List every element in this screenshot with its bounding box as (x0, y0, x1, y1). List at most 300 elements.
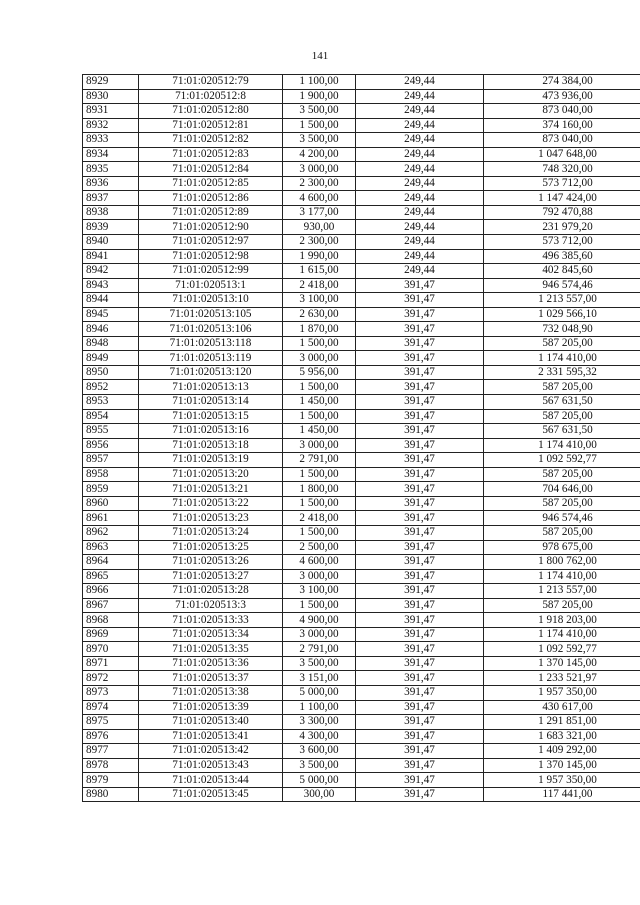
cadastral-number-cell: 71:01:020513:41 (139, 729, 283, 744)
cadastral-value-cell: 573 712,00 (484, 176, 640, 191)
table-row (83, 511, 640, 526)
specific-value-cell: 391,47 (356, 729, 484, 744)
cadastral-number-cell: 71:01:020513:106 (139, 322, 283, 337)
specific-value-cell: 391,47 (356, 744, 484, 759)
specific-value-cell: 391,47 (356, 555, 484, 570)
specific-value-cell: 391,47 (356, 584, 484, 599)
area-cell: 1 450,00 (283, 424, 356, 439)
cadastral-value-cell: 1 092 592,77 (484, 642, 640, 657)
area-cell: 1 615,00 (283, 264, 356, 279)
cadastral-number-cell: 71:01:020512:81 (139, 118, 283, 133)
cadastral-value-cell: 1 800 762,00 (484, 555, 640, 570)
table-row (83, 365, 640, 380)
cadastral-value-cell: 1 174 410,00 (484, 351, 640, 366)
specific-value-cell: 391,47 (356, 642, 484, 657)
table-row (83, 75, 640, 90)
specific-value-cell: 391,47 (356, 380, 484, 395)
specific-value-cell: 391,47 (356, 627, 484, 642)
cadastral-value-cell: 402 845,60 (484, 264, 640, 279)
table-row (83, 409, 640, 424)
cadastral-number-cell: 71:01:020513:118 (139, 336, 283, 351)
cadastral-number-cell: 71:01:020512:85 (139, 176, 283, 191)
row-number-cell: 8956 (83, 438, 139, 453)
specific-value-cell: 391,47 (356, 467, 484, 482)
row-number-cell: 8967 (83, 598, 139, 613)
cadastral-value-cell: 573 712,00 (484, 235, 640, 250)
specific-value-cell: 391,47 (356, 496, 484, 511)
area-cell: 3 000,00 (283, 627, 356, 642)
area-cell: 4 300,00 (283, 729, 356, 744)
cadastral-value-cell: 430 617,00 (484, 700, 640, 715)
cadastral-value-cell: 873 040,00 (484, 104, 640, 119)
table-row (83, 264, 640, 279)
cadastral-number-cell: 71:01:020513:43 (139, 758, 283, 773)
cadastral-number-cell: 71:01:020513:119 (139, 351, 283, 366)
specific-value-cell: 391,47 (356, 540, 484, 555)
cadastral-number-cell: 71:01:020513:45 (139, 787, 283, 802)
cadastral-value-cell: 117 441,00 (484, 787, 640, 802)
table-row (83, 176, 640, 191)
area-cell: 4 600,00 (283, 191, 356, 206)
cadastral-number-cell: 71:01:020512:97 (139, 235, 283, 250)
table-row (83, 235, 640, 250)
table-row (83, 744, 640, 759)
row-number-cell: 8966 (83, 584, 139, 599)
table-row (83, 395, 640, 410)
table-row (83, 336, 640, 351)
specific-value-cell: 249,44 (356, 118, 484, 133)
area-cell: 300,00 (283, 787, 356, 802)
specific-value-cell: 391,47 (356, 685, 484, 700)
area-cell: 3 500,00 (283, 758, 356, 773)
cadastral-value-cell: 1 370 145,00 (484, 656, 640, 671)
cadastral-number-cell: 71:01:020513:18 (139, 438, 283, 453)
table-row (83, 351, 640, 366)
cadastral-number-cell: 71:01:020513:3 (139, 598, 283, 613)
area-cell: 3 300,00 (283, 715, 356, 730)
specific-value-cell: 391,47 (356, 569, 484, 584)
row-number-cell: 8938 (83, 205, 139, 220)
cadastral-number-cell: 71:01:020513:25 (139, 540, 283, 555)
cadastral-value-table (82, 74, 640, 802)
row-number-cell: 8979 (83, 773, 139, 788)
row-number-cell: 8961 (83, 511, 139, 526)
specific-value-cell: 249,44 (356, 147, 484, 162)
row-number-cell: 8950 (83, 365, 139, 380)
row-number-cell: 8939 (83, 220, 139, 235)
cadastral-number-cell: 71:01:020513:16 (139, 424, 283, 439)
table-row (83, 118, 640, 133)
cadastral-number-cell: 71:01:020512:84 (139, 162, 283, 177)
area-cell: 4 200,00 (283, 147, 356, 162)
area-cell: 3 500,00 (283, 133, 356, 148)
cadastral-number-cell: 71:01:020512:89 (139, 205, 283, 220)
table-row (83, 758, 640, 773)
table-row (83, 205, 640, 220)
cadastral-value-cell: 1 213 557,00 (484, 293, 640, 308)
cadastral-number-cell: 71:01:020512:83 (139, 147, 283, 162)
specific-value-cell: 249,44 (356, 235, 484, 250)
area-cell: 3 177,00 (283, 205, 356, 220)
table-row (83, 627, 640, 642)
area-cell: 1 870,00 (283, 322, 356, 337)
specific-value-cell: 391,47 (356, 278, 484, 293)
specific-value-cell: 391,47 (356, 613, 484, 628)
cadastral-number-cell: 71:01:020512:80 (139, 104, 283, 119)
area-cell: 2 791,00 (283, 642, 356, 657)
specific-value-cell: 249,44 (356, 133, 484, 148)
row-number-cell: 8942 (83, 264, 139, 279)
area-cell: 1 500,00 (283, 598, 356, 613)
table-row (83, 787, 640, 802)
row-number-cell: 8952 (83, 380, 139, 395)
area-cell: 1 450,00 (283, 395, 356, 410)
cadastral-value-cell: 231 979,20 (484, 220, 640, 235)
table-row (83, 424, 640, 439)
specific-value-cell: 249,44 (356, 162, 484, 177)
row-number-cell: 8980 (83, 787, 139, 802)
table-row (83, 307, 640, 322)
specific-value-cell: 391,47 (356, 758, 484, 773)
row-number-cell: 8948 (83, 336, 139, 351)
area-cell: 1 800,00 (283, 482, 356, 497)
area-cell: 3 000,00 (283, 351, 356, 366)
cadastral-number-cell: 71:01:020513:13 (139, 380, 283, 395)
area-cell: 4 600,00 (283, 555, 356, 570)
cadastral-value-cell: 1 409 292,00 (484, 744, 640, 759)
row-number-cell: 8969 (83, 627, 139, 642)
specific-value-cell: 391,47 (356, 656, 484, 671)
area-cell: 3 500,00 (283, 656, 356, 671)
row-number-cell: 8945 (83, 307, 139, 322)
area-cell: 1 500,00 (283, 380, 356, 395)
cadastral-number-cell: 71:01:020513:120 (139, 365, 283, 380)
cadastral-value-cell: 1 291 851,00 (484, 715, 640, 730)
cadastral-number-cell: 71:01:020513:15 (139, 409, 283, 424)
cadastral-value-cell: 1 233 521,97 (484, 671, 640, 686)
specific-value-cell: 391,47 (356, 482, 484, 497)
table-row (83, 467, 640, 482)
row-number-cell: 8963 (83, 540, 139, 555)
specific-value-cell: 391,47 (356, 525, 484, 540)
cadastral-number-cell: 71:01:020513:27 (139, 569, 283, 584)
cadastral-number-cell: 71:01:020513:39 (139, 700, 283, 715)
cadastral-value-cell: 1 370 145,00 (484, 758, 640, 773)
cadastral-value-cell: 587 205,00 (484, 467, 640, 482)
cadastral-number-cell: 71:01:020513:44 (139, 773, 283, 788)
cadastral-value-cell: 496 385,60 (484, 249, 640, 264)
table-row (83, 453, 640, 468)
cadastral-value-cell: 1 918 203,00 (484, 613, 640, 628)
row-number-cell: 8932 (83, 118, 139, 133)
area-cell: 3 600,00 (283, 744, 356, 759)
cadastral-value-cell: 567 631,50 (484, 395, 640, 410)
table-row (83, 220, 640, 235)
row-number-cell: 8955 (83, 424, 139, 439)
area-cell: 3 000,00 (283, 569, 356, 584)
table-row (83, 133, 640, 148)
cadastral-value-cell: 1 047 648,00 (484, 147, 640, 162)
table-row (83, 598, 640, 613)
specific-value-cell: 391,47 (356, 787, 484, 802)
table-row (83, 293, 640, 308)
area-cell: 2 418,00 (283, 511, 356, 526)
cadastral-number-cell: 71:01:020513:34 (139, 627, 283, 642)
cadastral-number-cell: 71:01:020513:37 (139, 671, 283, 686)
cadastral-number-cell: 71:01:020512:90 (139, 220, 283, 235)
table-row (83, 715, 640, 730)
row-number-cell: 8974 (83, 700, 139, 715)
specific-value-cell: 391,47 (356, 598, 484, 613)
area-cell: 3 000,00 (283, 438, 356, 453)
area-cell: 1 990,00 (283, 249, 356, 264)
row-number-cell: 8943 (83, 278, 139, 293)
row-number-cell: 8975 (83, 715, 139, 730)
cadastral-number-cell: 71:01:020513:21 (139, 482, 283, 497)
cadastral-value-cell: 1 957 350,00 (484, 685, 640, 700)
table-row (83, 685, 640, 700)
table-row (83, 525, 640, 540)
specific-value-cell: 391,47 (356, 438, 484, 453)
specific-value-cell: 249,44 (356, 104, 484, 119)
table-row (83, 249, 640, 264)
cadastral-value-cell: 587 205,00 (484, 380, 640, 395)
row-number-cell: 8977 (83, 744, 139, 759)
cadastral-value-cell: 748 320,00 (484, 162, 640, 177)
specific-value-cell: 391,47 (356, 700, 484, 715)
cadastral-number-cell: 71:01:020513:42 (139, 744, 283, 759)
table-row (83, 191, 640, 206)
table-row (83, 147, 640, 162)
area-cell: 1 500,00 (283, 118, 356, 133)
row-number-cell: 8930 (83, 89, 139, 104)
cadastral-value-cell: 1 174 410,00 (484, 627, 640, 642)
specific-value-cell: 391,47 (356, 336, 484, 351)
cadastral-number-cell: 71:01:020513:35 (139, 642, 283, 657)
row-number-cell: 8944 (83, 293, 139, 308)
table-row (83, 438, 640, 453)
table-row (83, 162, 640, 177)
specific-value-cell: 391,47 (356, 409, 484, 424)
area-cell: 2 300,00 (283, 176, 356, 191)
table-row (83, 613, 640, 628)
specific-value-cell: 391,47 (356, 511, 484, 526)
specific-value-cell: 391,47 (356, 307, 484, 322)
table-row (83, 104, 640, 119)
cadastral-value-cell: 587 205,00 (484, 409, 640, 424)
row-number-cell: 8959 (83, 482, 139, 497)
row-number-cell: 8970 (83, 642, 139, 657)
cadastral-number-cell: 71:01:020513:20 (139, 467, 283, 482)
cadastral-value-cell: 792 470,88 (484, 205, 640, 220)
specific-value-cell: 391,47 (356, 365, 484, 380)
row-number-cell: 8941 (83, 249, 139, 264)
cadastral-number-cell: 71:01:020512:86 (139, 191, 283, 206)
cadastral-value-cell: 1 957 350,00 (484, 773, 640, 788)
cadastral-value-cell: 732 048,90 (484, 322, 640, 337)
row-number-cell: 8968 (83, 613, 139, 628)
row-number-cell: 8978 (83, 758, 139, 773)
table-body (83, 75, 640, 802)
area-cell: 2 791,00 (283, 453, 356, 468)
table-row (83, 482, 640, 497)
row-number-cell: 8973 (83, 685, 139, 700)
cadastral-number-cell: 71:01:020513:40 (139, 715, 283, 730)
specific-value-cell: 249,44 (356, 205, 484, 220)
row-number-cell: 8936 (83, 176, 139, 191)
specific-value-cell: 391,47 (356, 322, 484, 337)
cadastral-number-cell: 71:01:020513:105 (139, 307, 283, 322)
row-number-cell: 8960 (83, 496, 139, 511)
row-number-cell: 8946 (83, 322, 139, 337)
area-cell: 1 500,00 (283, 467, 356, 482)
row-number-cell: 8962 (83, 525, 139, 540)
cadastral-value-cell: 473 936,00 (484, 89, 640, 104)
cadastral-number-cell: 71:01:020513:33 (139, 613, 283, 628)
cadastral-number-cell: 71:01:020513:26 (139, 555, 283, 570)
cadastral-number-cell: 71:01:020513:14 (139, 395, 283, 410)
area-cell: 1 500,00 (283, 336, 356, 351)
cadastral-value-cell: 274 384,00 (484, 75, 640, 90)
row-number-cell: 8958 (83, 467, 139, 482)
row-number-cell: 8931 (83, 104, 139, 119)
specific-value-cell: 249,44 (356, 176, 484, 191)
cadastral-number-cell: 71:01:020513:22 (139, 496, 283, 511)
area-cell: 1 100,00 (283, 700, 356, 715)
cadastral-number-cell: 71:01:020513:24 (139, 525, 283, 540)
cadastral-number-cell: 71:01:020513:10 (139, 293, 283, 308)
specific-value-cell: 391,47 (356, 293, 484, 308)
row-number-cell: 8972 (83, 671, 139, 686)
row-number-cell: 8954 (83, 409, 139, 424)
cadastral-number-cell: 71:01:020513:38 (139, 685, 283, 700)
cadastral-value-cell: 873 040,00 (484, 133, 640, 148)
table-row (83, 496, 640, 511)
area-cell: 2 418,00 (283, 278, 356, 293)
specific-value-cell: 391,47 (356, 395, 484, 410)
table-row (83, 584, 640, 599)
specific-value-cell: 249,44 (356, 249, 484, 264)
specific-value-cell: 391,47 (356, 671, 484, 686)
cadastral-number-cell: 71:01:020513:36 (139, 656, 283, 671)
area-cell: 1 500,00 (283, 409, 356, 424)
specific-value-cell: 249,44 (356, 220, 484, 235)
specific-value-cell: 391,47 (356, 424, 484, 439)
table-row (83, 656, 640, 671)
area-cell: 3 100,00 (283, 293, 356, 308)
area-cell: 2 500,00 (283, 540, 356, 555)
table-row (83, 773, 640, 788)
cadastral-value-cell: 567 631,50 (484, 424, 640, 439)
area-cell: 3 100,00 (283, 584, 356, 599)
table-row (83, 642, 640, 657)
table-row (83, 569, 640, 584)
table-row (83, 555, 640, 570)
specific-value-cell: 249,44 (356, 75, 484, 90)
table-row (83, 700, 640, 715)
row-number-cell: 8940 (83, 235, 139, 250)
area-cell: 1 500,00 (283, 496, 356, 511)
table-row (83, 671, 640, 686)
cadastral-value-cell: 374 160,00 (484, 118, 640, 133)
area-cell: 930,00 (283, 220, 356, 235)
cadastral-value-cell: 587 205,00 (484, 336, 640, 351)
area-cell: 3 000,00 (283, 162, 356, 177)
table-row (83, 278, 640, 293)
cadastral-value-cell: 704 646,00 (484, 482, 640, 497)
cadastral-number-cell: 71:01:020512:82 (139, 133, 283, 148)
cadastral-value-cell: 587 205,00 (484, 598, 640, 613)
row-number-cell: 8971 (83, 656, 139, 671)
area-cell: 3 151,00 (283, 671, 356, 686)
cadastral-number-cell: 71:01:020512:98 (139, 249, 283, 264)
cadastral-value-cell: 1 683 321,00 (484, 729, 640, 744)
specific-value-cell: 391,47 (356, 351, 484, 366)
cadastral-value-cell: 1 092 592,77 (484, 453, 640, 468)
cadastral-number-cell: 71:01:020513:1 (139, 278, 283, 293)
area-cell: 2 300,00 (283, 235, 356, 250)
specific-value-cell: 249,44 (356, 191, 484, 206)
specific-value-cell: 249,44 (356, 89, 484, 104)
row-number-cell: 8953 (83, 395, 139, 410)
specific-value-cell: 249,44 (356, 264, 484, 279)
cadastral-value-cell: 946 574,46 (484, 278, 640, 293)
cadastral-value-cell: 1 174 410,00 (484, 438, 640, 453)
cadastral-value-cell: 946 574,46 (484, 511, 640, 526)
row-number-cell: 8933 (83, 133, 139, 148)
area-cell: 1 900,00 (283, 89, 356, 104)
page-number: 141 (311, 50, 329, 62)
cadastral-value-cell: 587 205,00 (484, 496, 640, 511)
specific-value-cell: 391,47 (356, 715, 484, 730)
cadastral-value-cell: 1 029 566,10 (484, 307, 640, 322)
table-row (83, 540, 640, 555)
cadastral-value-cell: 587 205,00 (484, 525, 640, 540)
cadastral-value-cell: 1 213 557,00 (484, 584, 640, 599)
cadastral-number-cell: 71:01:020513:19 (139, 453, 283, 468)
cadastral-number-cell: 71:01:020512:8 (139, 89, 283, 104)
row-number-cell: 8949 (83, 351, 139, 366)
table-row (83, 89, 640, 104)
table-row (83, 322, 640, 337)
table-row (83, 380, 640, 395)
cadastral-number-cell: 71:01:020512:99 (139, 264, 283, 279)
row-number-cell: 8937 (83, 191, 139, 206)
cadastral-number-cell: 71:01:020513:23 (139, 511, 283, 526)
specific-value-cell: 391,47 (356, 453, 484, 468)
row-number-cell: 8929 (83, 75, 139, 90)
cadastral-number-cell: 71:01:020513:28 (139, 584, 283, 599)
area-cell: 2 630,00 (283, 307, 356, 322)
table-row (83, 729, 640, 744)
area-cell: 5 956,00 (283, 365, 356, 380)
row-number-cell: 8964 (83, 555, 139, 570)
row-number-cell: 8976 (83, 729, 139, 744)
row-number-cell: 8934 (83, 147, 139, 162)
specific-value-cell: 391,47 (356, 773, 484, 788)
cadastral-value-cell: 978 675,00 (484, 540, 640, 555)
cadastral-value-cell: 1 147 424,00 (484, 191, 640, 206)
cadastral-value-cell: 2 331 595,32 (484, 365, 640, 380)
cadastral-number-cell: 71:01:020512:79 (139, 75, 283, 90)
cadastral-value-cell: 1 174 410,00 (484, 569, 640, 584)
area-cell: 5 000,00 (283, 685, 356, 700)
row-number-cell: 8965 (83, 569, 139, 584)
area-cell: 5 000,00 (283, 773, 356, 788)
row-number-cell: 8935 (83, 162, 139, 177)
area-cell: 3 500,00 (283, 104, 356, 119)
area-cell: 4 900,00 (283, 613, 356, 628)
